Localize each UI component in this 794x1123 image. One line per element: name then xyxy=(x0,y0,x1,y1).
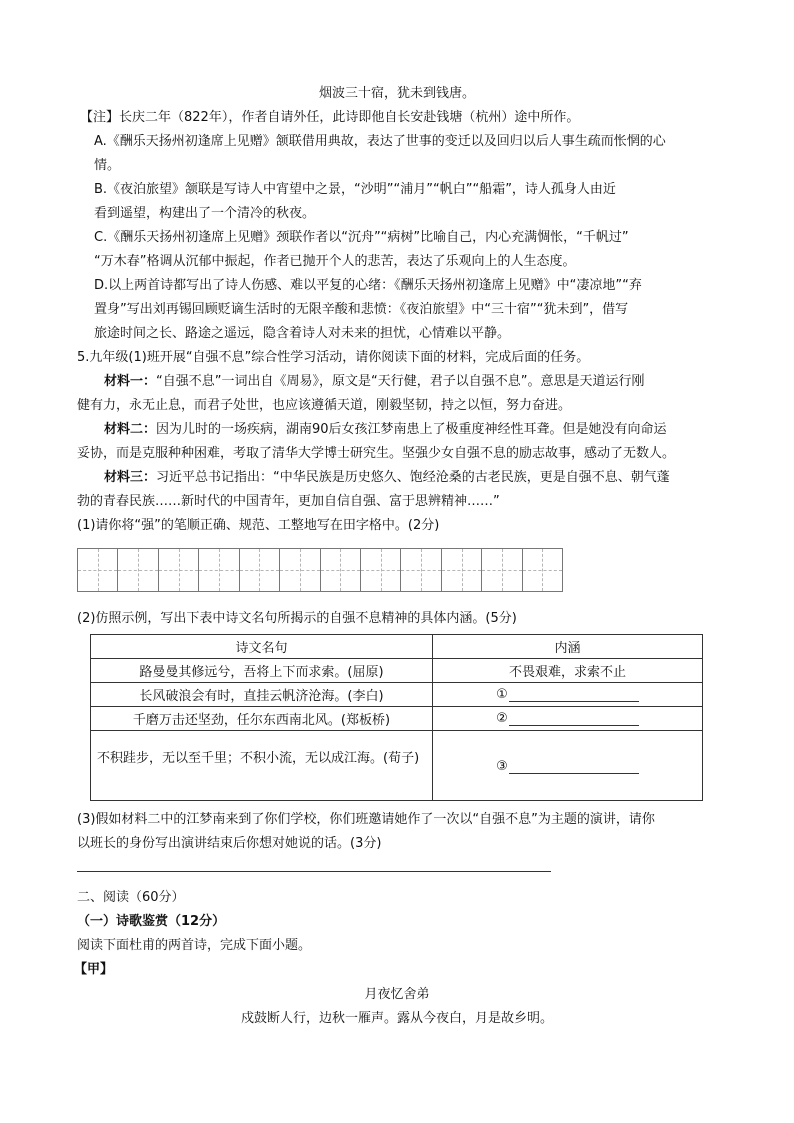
task-1: (1)请你将“强”的笔顺正确、规范、工整地写在田字格中。(2分) xyxy=(77,518,440,533)
answer-cell[interactable] xyxy=(433,683,703,707)
answer-number: ① xyxy=(496,687,508,702)
table-header-row xyxy=(91,635,703,659)
material-2-text: 因为儿时的一场疾病，湖南90后女孩江梦南患上了极重度神经性耳聋。但是她没有向命运 xyxy=(156,422,667,437)
tianzige-cell[interactable] xyxy=(78,549,118,591)
meaning-cell: 不畏艰难，求索不止 xyxy=(433,659,703,683)
tianzige-cell[interactable] xyxy=(482,549,522,591)
option-a-line1: A.《酬乐天扬州初逢席上见赠》颔联借用典故，表达了世事的变迁以及回归以后人事生疏而怅惘的心 xyxy=(94,134,666,149)
option-b-line2: 看到遥望，构建出了一个清冷的秋夜。 xyxy=(94,206,316,221)
tianzige-grid[interactable] xyxy=(77,548,563,592)
option-d-line3: 旅途时间之长、路途之遥远，隐含着诗人对未来的担忧，心情难以平静。 xyxy=(94,326,511,341)
answer-blank[interactable] xyxy=(509,713,639,726)
material-1-label: 材料一： xyxy=(104,374,157,389)
answer-number: ③ xyxy=(496,759,508,774)
option-d-line1: D.以上两首诗都写出了诗人伤感、难以平复的心绪：《酬乐天扬州初逢席上见赠》中“凄凉地”“弃 xyxy=(94,278,642,293)
jia-label: 【甲】 xyxy=(74,962,114,977)
answer-line[interactable] xyxy=(77,871,551,872)
tianzige-cell[interactable] xyxy=(442,549,482,591)
answer-blank[interactable] xyxy=(509,761,639,774)
answer-number: ② xyxy=(496,711,508,726)
tianzige-cell[interactable] xyxy=(118,549,158,591)
tianzige-cell[interactable] xyxy=(523,549,562,591)
material-1-line1 xyxy=(104,370,644,389)
tianzige-cell[interactable] xyxy=(361,549,401,591)
section-2-heading: 二、阅读（60分） xyxy=(77,890,185,905)
option-b-line1: B.《夜泊旅望》颔联是写诗人中宵望中之景，“沙明”“浦月”“帆白”“船霜”，诗人孤身人由近 xyxy=(94,182,616,197)
quote-cell: 路曼曼其修远兮，吾将上下而求索。(屈原) xyxy=(91,659,433,683)
tianzige-cell[interactable] xyxy=(159,549,199,591)
poem-tail-line: 烟波三十宿，犹未到钱唐。 xyxy=(318,86,475,101)
material-3-line2: 勃的青春民族……新时代的中国青年，更加自信自强、富于思辨精神……” xyxy=(77,494,500,509)
task-3-line2: 以班长的身份写出演讲结束后你想对她说的话。(3分) xyxy=(77,836,382,851)
table-row xyxy=(91,659,703,683)
option-a-line2: 情。 xyxy=(94,158,121,173)
quote-cell: 长风破浪会有时，直挂云帆济沧海。(李白) xyxy=(91,683,433,707)
quote-cell: 千磨万击还坚劲，任尔东西南北风。(郑板桥) xyxy=(91,707,433,731)
option-c-line2: “万木春”格调从沉郁中振起，作者已抛开个人的悲苦，表达了乐观向上的人生态度。 xyxy=(94,254,576,269)
note: 【注】长庆二年（822年），作者自请外任，此诗即他自长安赴钱塘（杭州）途中所作。 xyxy=(80,110,580,125)
material-2-label: 材料二： xyxy=(104,422,157,437)
question-5: 5.九年级(1)班开展“自强不息”综合性学习活动，请你阅读下面的材料，完成后面的任务。 xyxy=(77,350,590,365)
material-2-line2: 妥协，而是克服种种困难，考取了清华大学博士研究生。坚强少女自强不息的励志故事，感动了无数人。 xyxy=(77,446,676,461)
material-3-text: 习近平总书记指出：“中华民族是历史悠久、饱经沧桑的古老民族，更是自强不息、朝气蓬 xyxy=(156,470,670,485)
tianzige-cell[interactable] xyxy=(401,549,441,591)
tianzige-cell[interactable] xyxy=(199,549,239,591)
table-row xyxy=(91,707,703,731)
tianzige-cell[interactable] xyxy=(280,549,320,591)
material-2-line1 xyxy=(104,418,667,437)
task-2: (2)仿照示例，写出下表中诗文名句所揭示的自强不息精神的具体内涵。(5分) xyxy=(77,611,517,626)
answer-blank[interactable] xyxy=(509,689,639,702)
answer-cell[interactable] xyxy=(433,707,703,731)
table-row xyxy=(91,731,703,801)
subsection-poetry: （一）诗歌鉴赏（12分） xyxy=(77,914,226,929)
quote-cell: 不积跬步，无以至千里；不积小流，无以成江海。(荀子) xyxy=(91,731,433,801)
material-1-text: “自强不息”一词出自《周易》，原文是“天行健，君子以自强不息”。意思是天道运行刚 xyxy=(156,374,645,389)
quote-table xyxy=(90,634,703,801)
option-c-line1: C.《酬乐天扬州初逢席上见赠》颈联作者以“沉舟”“病树”比喻自己，内心充满惆怅，“千帆过” xyxy=(94,230,629,245)
header-meaning: 内涵 xyxy=(433,635,703,659)
task-3-line1: (3)假如材料二中的江梦南来到了你们学校，你们班邀请她作了一次以“自强不息”为主题的演讲，请你 xyxy=(77,812,655,827)
poem-title: 月夜忆舍弟 xyxy=(364,987,430,1002)
table-row xyxy=(91,683,703,707)
poem-line: 戍鼓断人行，边秋一雁声。露从今夜白，月是故乡明。 xyxy=(240,1011,553,1026)
instruction: 阅读下面杜甫的两首诗，完成下面小题。 xyxy=(77,938,312,953)
tianzige-cell[interactable] xyxy=(240,549,280,591)
material-3-label: 材料三： xyxy=(104,470,157,485)
material-1-line2: 健有力，永无止息，而君子处世，也应该遵循天道，刚毅坚韧，持之以恒，努力奋进。 xyxy=(77,398,572,413)
header-quote: 诗文名句 xyxy=(91,635,433,659)
option-d-line2: 置身”写出刘再锡回顾贬谪生活时的无限辛酸和悲愤：《夜泊旅望》中“三十宿”“犹未到”，借写 xyxy=(94,302,629,317)
material-3-line1 xyxy=(104,466,670,485)
answer-cell[interactable] xyxy=(433,731,703,801)
tianzige-cell[interactable] xyxy=(321,549,361,591)
